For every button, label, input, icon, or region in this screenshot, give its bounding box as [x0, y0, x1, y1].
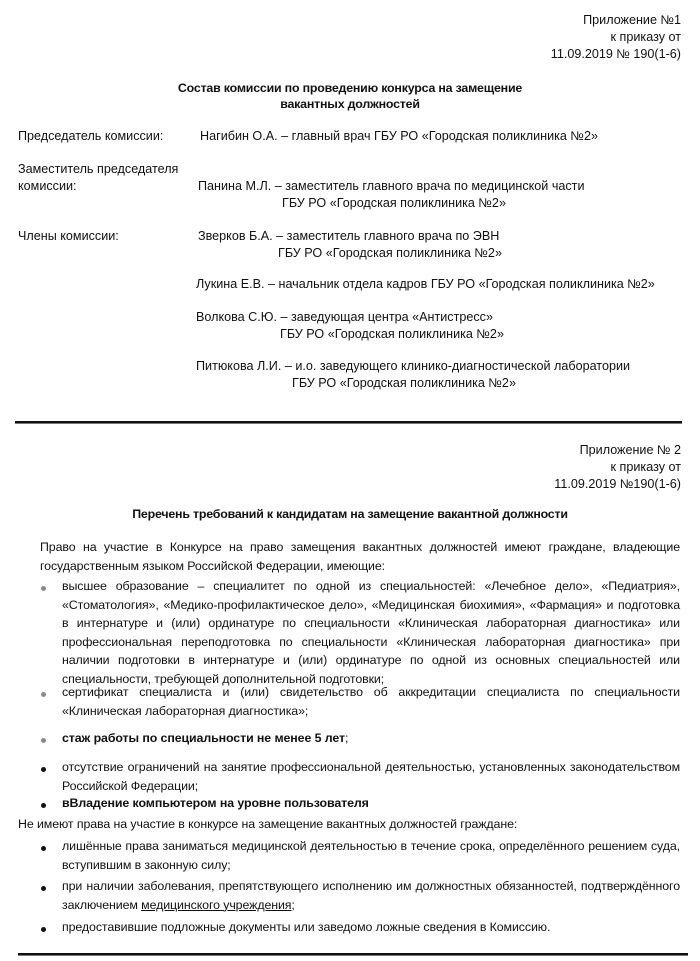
requirement-tail: ;	[344, 731, 349, 745]
members-label: Члены комиссии:	[18, 229, 119, 243]
bullet-icon	[41, 738, 46, 743]
commission-title-line2: вакантных должностей	[280, 97, 420, 111]
bullet-icon	[41, 927, 46, 932]
exclusion-text-before: при наличии заболевания, препятствующего исполнению им должностных обязанностей, подтверждённого заключением	[62, 879, 680, 912]
appendix-2-header	[554, 442, 681, 493]
chairman-text: Нагибин О.А. – главный врач ГБУ РО «Городская поликлиника №2»	[200, 129, 598, 143]
deputy-label-line1: Заместитель председателя	[18, 162, 179, 176]
requirements-intro: Право на участие в Конкурсе на право замещения вакантных должностей имеют граждане, владеющие государственным языком Российской Федерации, имеющие:	[40, 540, 680, 573]
order-reference: к приказу от	[610, 460, 681, 474]
deputy-text-line2: ГБУ РО «Городская поликлиника №2»	[282, 196, 506, 210]
bottom-divider	[18, 953, 688, 956]
member-4-line2: ГБУ РО «Городская поликлиника №2»	[292, 376, 516, 390]
exclusion-item: предоставившие подложные документы или заведомо ложные сведения в Комиссию.	[62, 920, 551, 934]
appendix-number: Приложение № 2	[579, 443, 681, 457]
appendix-1-header	[551, 12, 681, 63]
exclusion-item: лишённые права заниматься медицинской деятельностью в течение срока, определённого решением суда, вступившим в законную силу;	[62, 839, 680, 872]
chairman-label: Председатель комиссии:	[18, 129, 164, 143]
commission-title-line1: Состав комиссии по проведению конкурса на замещение	[177, 81, 523, 95]
member-1-line1: Зверков Б.А. – заместитель главного врача по ЭВН	[198, 229, 500, 243]
order-reference: к приказу от	[610, 30, 681, 44]
appendix-number: Приложение №1	[583, 13, 681, 27]
member-2-line1: Лукина Е.В. – начальник отдела кадров ГБУ РО «Городская поликлиника №2»	[196, 277, 655, 291]
exclusion-underlined-text: медицинского учреждения	[141, 897, 292, 912]
order-date-number: 11.09.2019 №190(1-6)	[554, 477, 681, 491]
member-1-line2: ГБУ РО «Городская поликлиника №2»	[278, 246, 502, 260]
member-3-line1: Волкова С.Ю. – заведующая центра «Антистресс»	[196, 310, 493, 324]
requirement-item: высшее образование – специалитет по одной из специальностей: «Лечебное дело», «Педиатрия», «Стоматология», «Медико-профилактическое дело», «Медицинская биохимия», «Фармация» и подготовка в интернатуре и (или) ординатуре по специальности «Клиническая лабораторная диагностика» или профессиональная переподготовка по специальности «Клиническая лабораторная диагностика» при наличии подготовки в интернатуре и (или) ординатуре по одной из основных специальностей или специальности, требующей дополнительной подготовки;	[62, 579, 680, 686]
exclusions-intro: Не имеют права на участие в конкурсе на замещение вакантных должностей граждане:	[18, 817, 518, 831]
order-date-number: 11.09.2019 № 190(1-6)	[550, 47, 681, 61]
bullet-icon	[41, 803, 46, 808]
requirements-title: Перечень требований к кандидатам на замещение вакантной должности	[132, 507, 568, 521]
bullet-icon	[41, 846, 46, 851]
requirement-item: вВладение компьютером на уровне пользователя	[62, 796, 369, 810]
requirement-item	[62, 729, 680, 748]
deputy-label-line2: комиссии:	[18, 179, 77, 193]
section-divider	[15, 421, 682, 424]
bullet-icon	[41, 586, 46, 591]
exclusion-text-after: ;	[291, 897, 295, 912]
requirement-bold-text: стаж работы по специальности не менее 5 лет	[62, 731, 345, 745]
exclusion-item	[62, 877, 680, 914]
requirement-item: сертификат специалиста и (или) свидетельство об аккредитации специалиста по специальности «Клиническая лабораторная диагностика»;	[62, 685, 680, 718]
deputy-text-line1: Панина М.Л. – заместитель главного врача по медицинской части	[198, 179, 585, 193]
requirement-item: отсутствие ограничений на занятие профессиональной деятельностью, установленных законодательством Российской Федерации;	[62, 760, 680, 793]
bullet-icon	[41, 692, 46, 697]
bullet-icon	[41, 886, 46, 891]
member-3-line2: ГБУ РО «Городская поликлиника №2»	[280, 327, 504, 341]
member-4-line1: Питюкова Л.И. – и.о. заведующего клинико-диагностической лаборатории	[196, 359, 631, 373]
bullet-icon	[41, 767, 46, 772]
